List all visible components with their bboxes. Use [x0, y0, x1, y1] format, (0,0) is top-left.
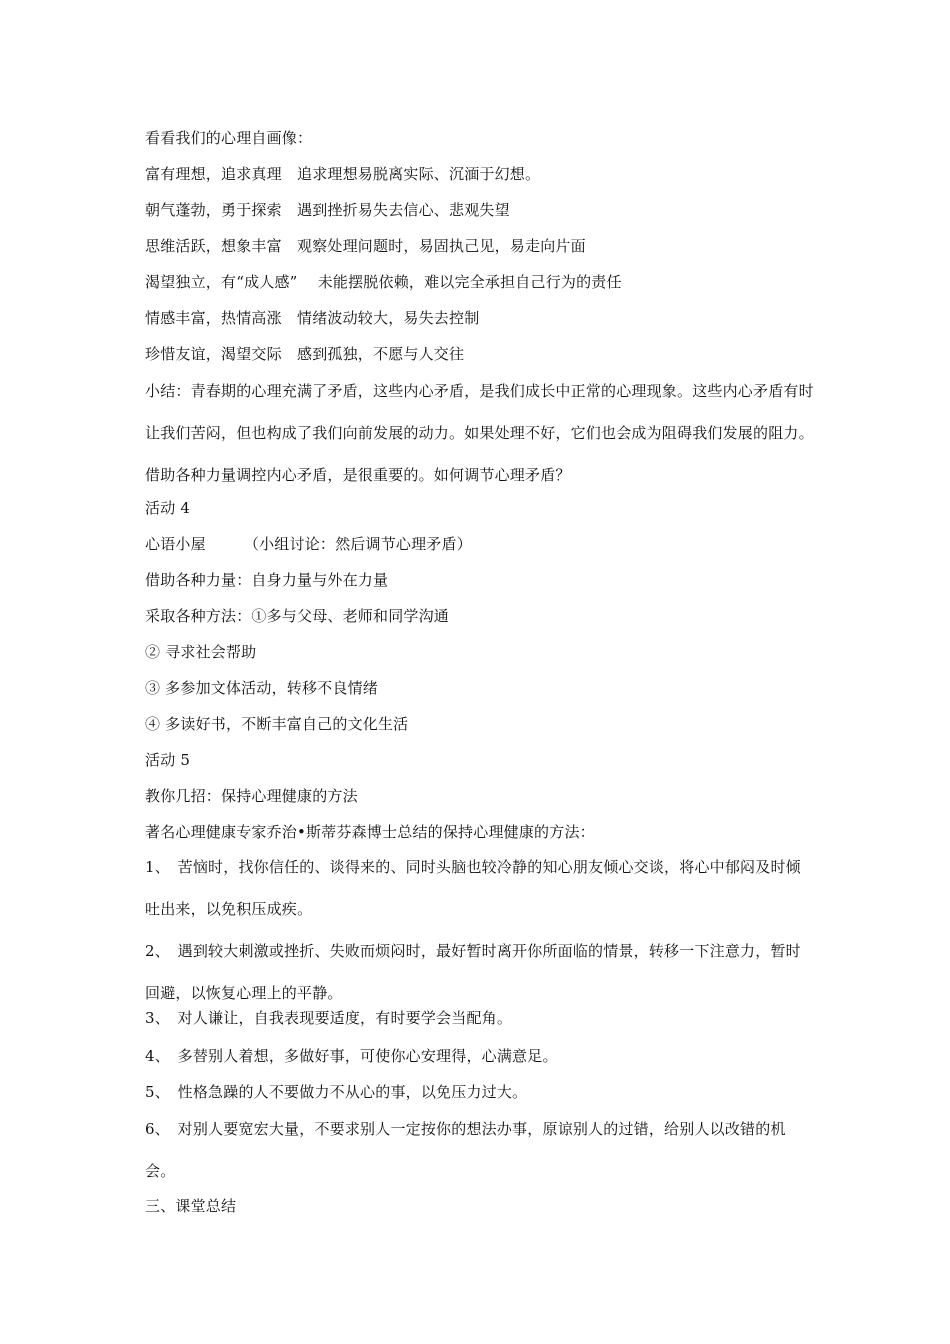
trait-line: 珍惜友谊，渴望交际 感到孤独，不愿与人交往	[145, 345, 465, 363]
trait-line: 朝气蓬勃，勇于探索 遇到挫折易失去信心、悲观失望	[145, 201, 510, 219]
tip-item-2: 2、 遇到较大刺激或挫折、失败而烦闷时，最好暂时离开你所面临的情景，转移一下注意力，暂时回避，以恢复心理上的平静。	[145, 942, 801, 1002]
trait-line: 思维活跃，想象丰富 观察处理问题时，易固执己见，易走向片面	[145, 237, 586, 255]
activity-5-title: 教你几招：保持心理健康的方法	[145, 787, 358, 805]
trait-line: 渴望独立，有“成人感” 未能摆脱依赖，难以完全承担自己行为的责任	[145, 273, 622, 291]
expert-intro: 著名心理健康专家乔治•斯蒂芬森博士总结的保持心理健康的方法：	[145, 823, 595, 841]
activity-5-heading: 活动 5	[145, 751, 191, 769]
method-line: ③ 多参加文体活动，转移不良情绪	[145, 679, 378, 697]
method-line: ④ 多读好书，不断丰富自己的文化生活	[145, 715, 409, 733]
tip-item-3: 3、 对人谦让，自我表现要适度，有时要学会当配角。	[145, 1009, 513, 1027]
tip-item-5: 5、 性格急躁的人不要做力不从心的事，以免压力过大。	[145, 1083, 528, 1101]
section-class-summary: 三、课堂总结	[145, 1197, 237, 1215]
heading-self-portrait: 看看我们的心理自画像：	[145, 129, 313, 147]
summary-paragraph: 小结：青春期的心理充满了矛盾，这些内心矛盾，是我们成长中正常的心理现象。这些内心矛盾有时让我们苦闷，但也构成了我们向前发展的动力。如果处理不好，它们也会成为阻碍我们发展的阻力。借助各种力量调控内心矛盾，是很重要的。如何调节心理矛盾？	[145, 382, 814, 484]
tip-item-1: 1、 苦恼时，找你信任的、谈得来的、同时头脑也较冷静的知心朋友倾心交谈，将心中郁闷及时倾吐出来，以免积压成疾。	[145, 858, 801, 918]
activity-4-title: 心语小屋 （小组讨论：然后调节心理矛盾）	[145, 535, 472, 553]
trait-line: 富有理想，追求真理 追求理想易脱离实际、沉湎于幻想。	[145, 165, 541, 183]
method-line: 采取各种方法：①多与父母、老师和同学沟通	[145, 607, 450, 625]
method-line: 借助各种力量：自身力量与外在力量	[145, 571, 389, 589]
tip-item-4: 4、 多替别人着想，多做好事，可使你心安理得，心满意足。	[145, 1047, 558, 1065]
method-line: ② 寻求社会帮助	[145, 643, 257, 661]
activity-4-heading: 活动 4	[145, 499, 191, 517]
tip-item-6: 6、 对别人要宽宏大量，不要求别人一定按你的想法办事，原谅别人的过错，给别人以改错的机会。	[145, 1120, 786, 1180]
trait-line: 情感丰富，热情高涨 情绪波动较大，易失去控制	[145, 309, 480, 327]
